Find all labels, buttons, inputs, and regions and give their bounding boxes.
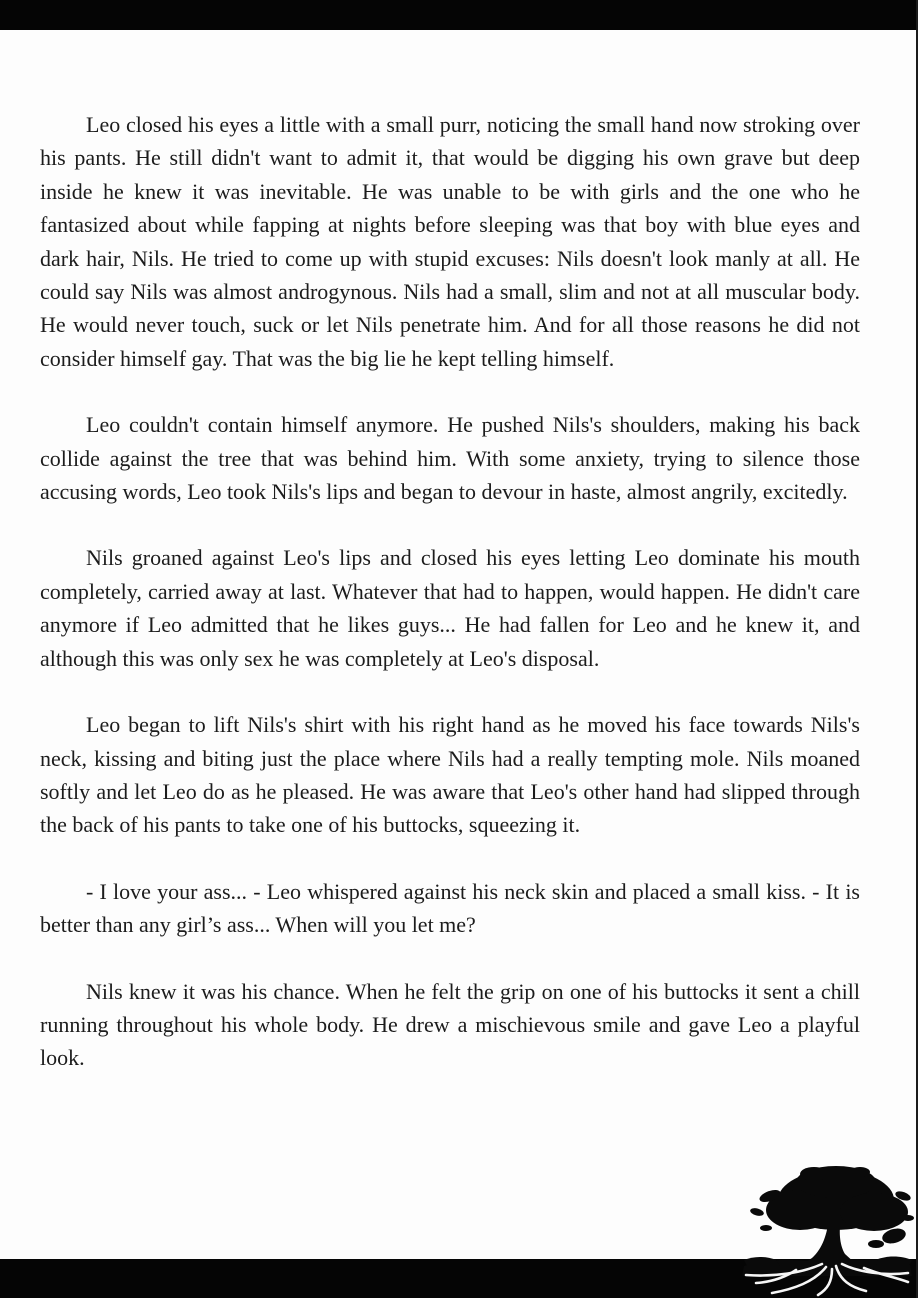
- story-paragraph-5: - I love your ass... - Leo whispered against his neck skin and placed a small kiss. - It is better than any girl’s ass... When will you let me?: [40, 878, 860, 938]
- tree-logo-icon: [736, 1156, 916, 1298]
- story-paragraph-2: Leo couldn't contain himself anymore. He pushed Nils's shoulders, making his back collide against the tree that was behind him. With some anxiety, trying to silence those accusing words, Leo took Nils's lips and began to devour in haste, almost angrily, excitedly.: [40, 412, 860, 505]
- top-border-bar: [0, 0, 916, 30]
- story-paragraph-3: Nils groaned against Leo's lips and closed his eyes letting Leo dominate his mouth completely, carried away at last. Whatever that had to happen, would happen. He didn't care anymore if Leo admitted that he likes guys... He had fallen for Leo and he knew it, and although this was only sex he was completely at Leo's disposal.: [40, 545, 860, 671]
- story-paragraph-4: Leo began to lift Nils's shirt with his right hand as he moved his face towards Nils's neck, kissing and biting just the place where Nils had a really tempting mole. Nils moaned softly and let Leo do as he pleased. He was aware that Leo's other hand had slipped through the back of his pants to take one of his buttocks, squeezing it.: [40, 712, 860, 838]
- story-text: [0, 30, 916, 1108]
- story-paragraph-6: Nils knew it was his chance. When he felt the grip on one of his buttocks it sent a chill running throughout his whole body. He drew a mischievous smile and gave Leo a playful look.: [40, 978, 860, 1071]
- story-paragraph-1: Leo closed his eyes a little with a small purr, noticing the small hand now stroking over his pants. He still didn't want to admit it, that would be digging his own grave but deep inside he knew it was inevitable. He was unable to be with girls and the one who he fantasized about while fapping at nights before sleeping was that boy with blue eyes and dark hair, Nils. He tried to come up with stupid excuses: Nils doesn't look manly at all. He could say Nils was almost androgynous. Nils had a small, slim and not at all muscular body. He would never touch, suck or let Nils penetrate him. And for all those reasons he did not consider himself gay. That was the big lie he kept telling himself.: [40, 112, 860, 371]
